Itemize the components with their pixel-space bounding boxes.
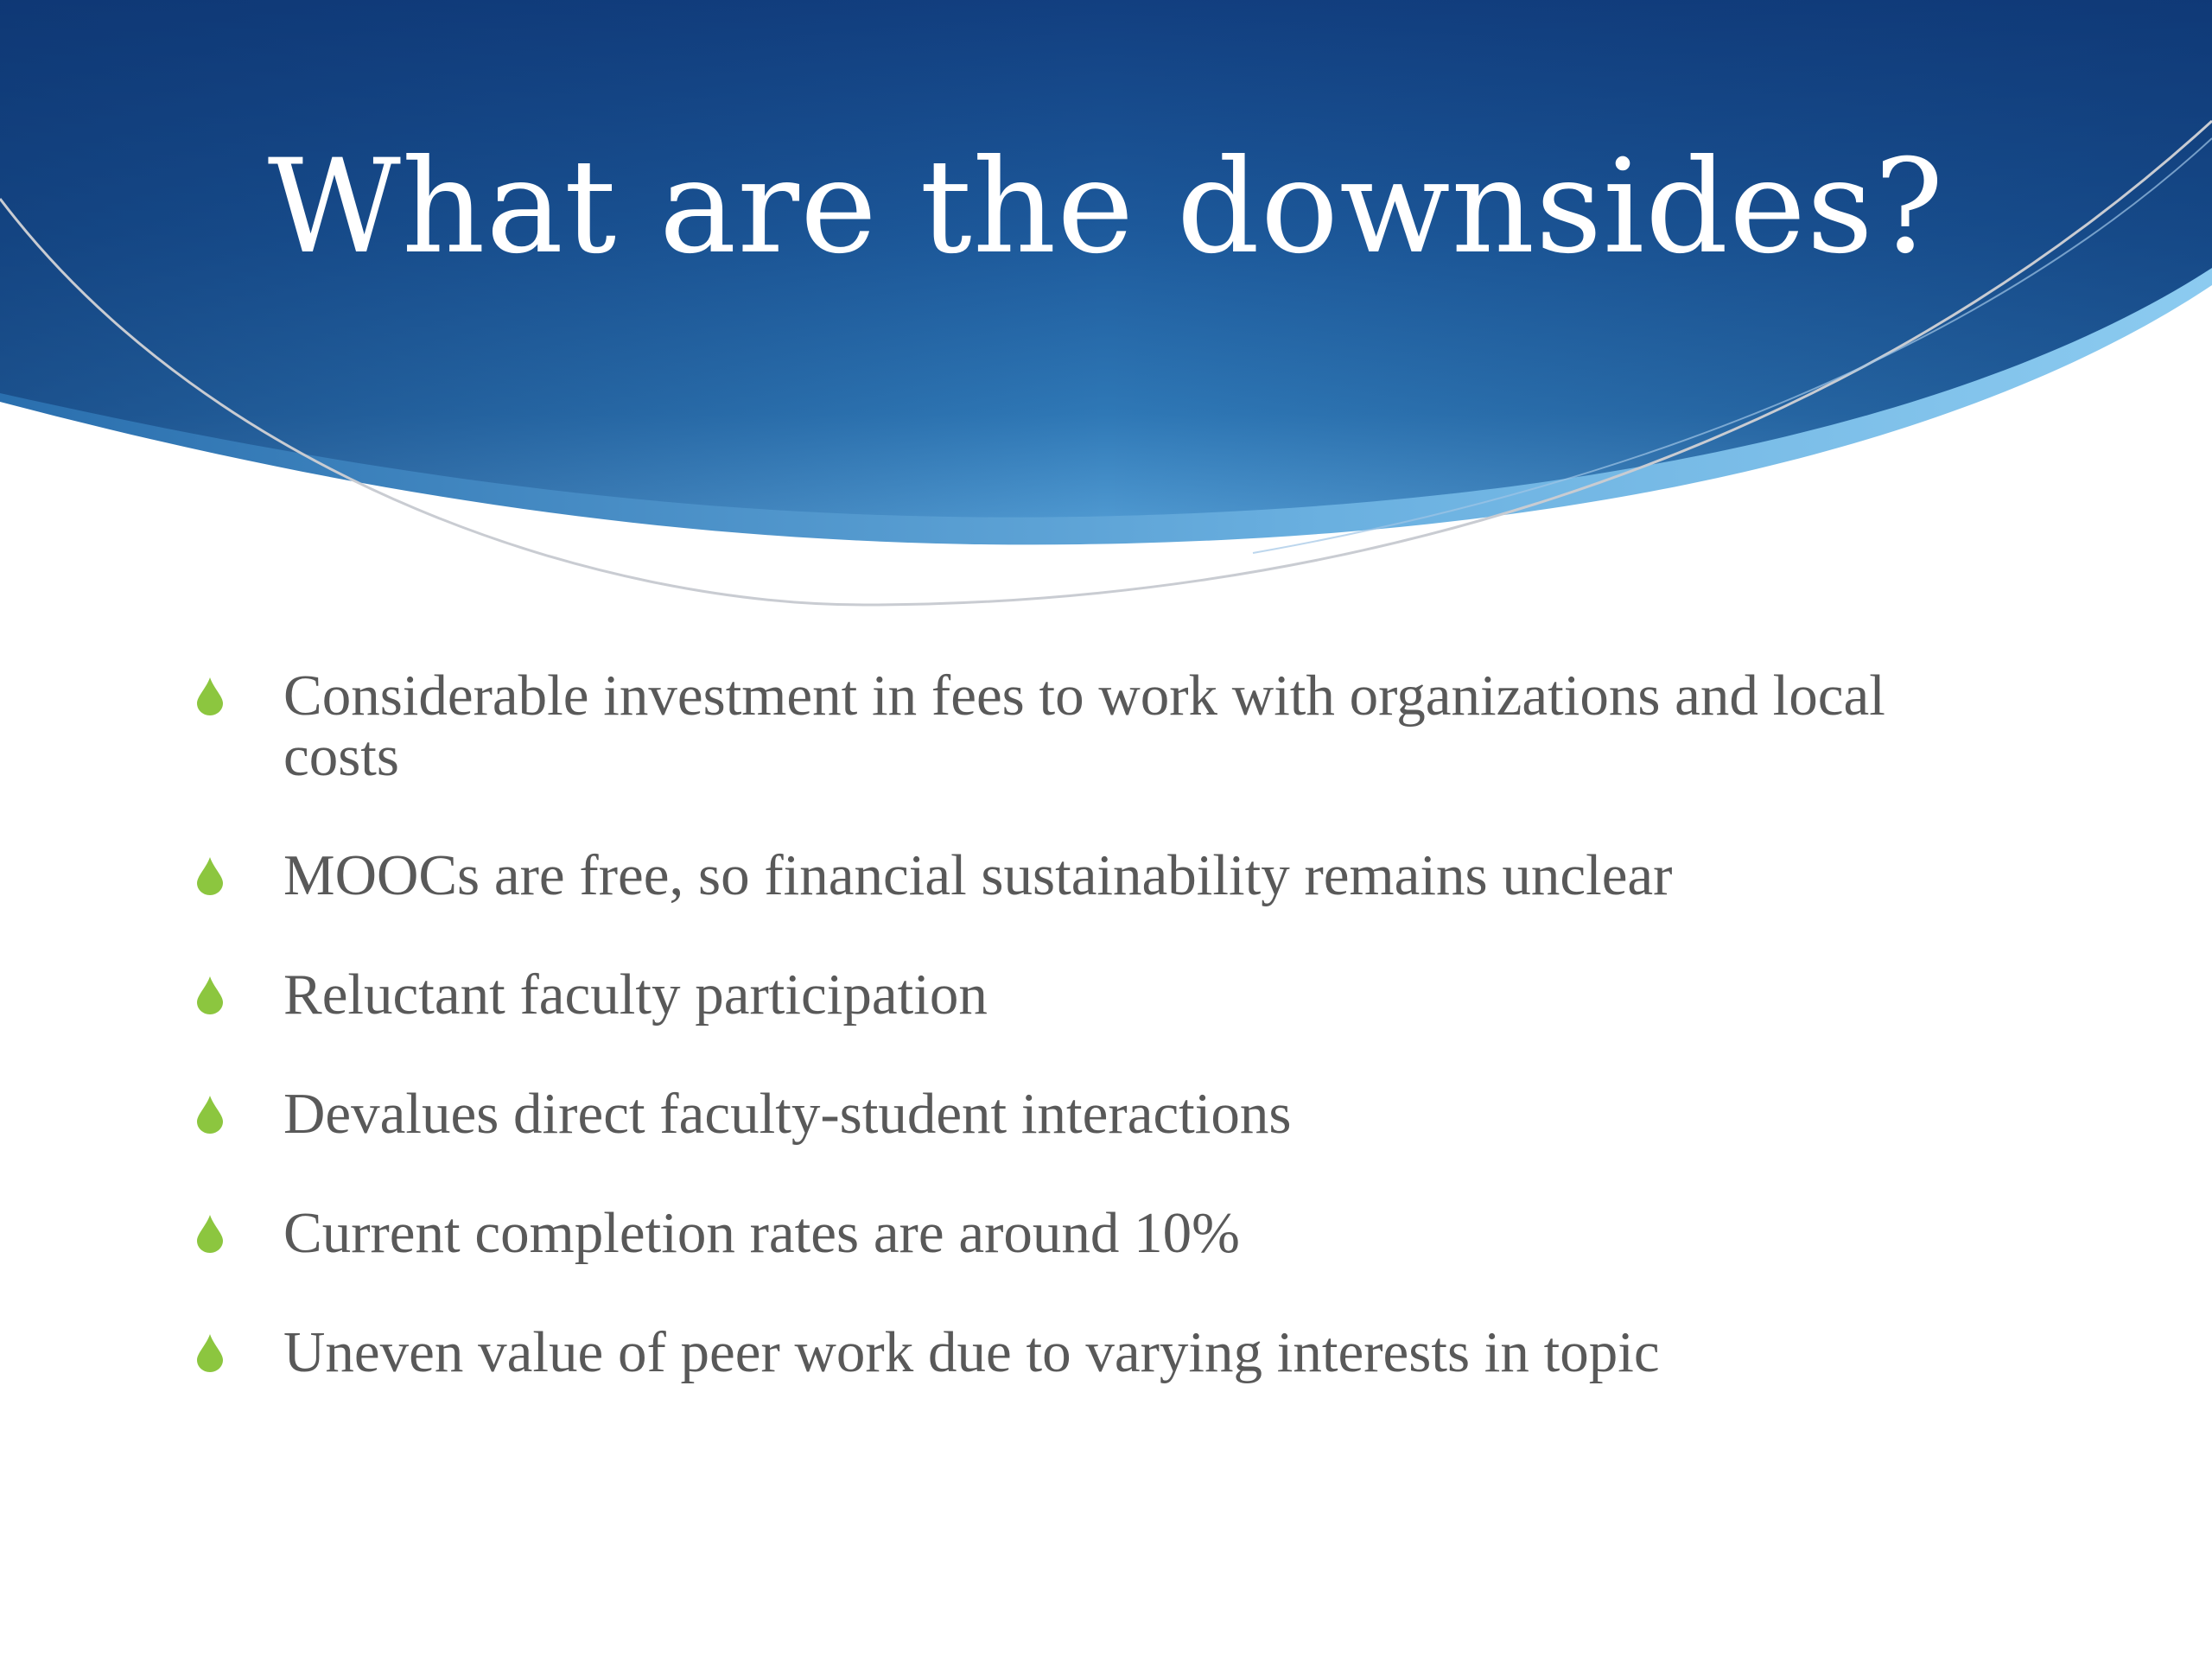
green-drop-icon	[197, 976, 223, 1014]
bullet-text: Considerable investment in fees to work with organizations and local costs	[283, 664, 1885, 788]
bullet-text: Reluctant faculty participation	[283, 963, 988, 1027]
bullet-text: Current completion rates are around 10%	[283, 1201, 1240, 1265]
green-drop-icon	[197, 1096, 223, 1134]
header-swoosh-background	[0, 0, 2212, 657]
green-drop-icon	[197, 1334, 223, 1372]
bullet-text: MOOCs are free, so financial sustainability remains unclear	[283, 843, 1673, 907]
list-item	[197, 1084, 2012, 1144]
green-drop-icon	[197, 677, 223, 715]
bullet-text: Devalues direct faculty-student interactions	[283, 1082, 1292, 1146]
list-item	[197, 964, 2012, 1025]
list-item	[197, 1322, 2012, 1382]
list-item	[197, 845, 2012, 906]
bullet-list	[197, 665, 2012, 1441]
slide-title: What are the downsides?	[267, 132, 1945, 283]
green-drop-icon	[197, 1215, 223, 1253]
list-item	[197, 665, 2012, 786]
green-drop-icon	[197, 857, 223, 895]
list-item	[197, 1203, 2012, 1263]
bullet-text: Uneven value of peer work due to varying interests in topic	[283, 1320, 1660, 1384]
